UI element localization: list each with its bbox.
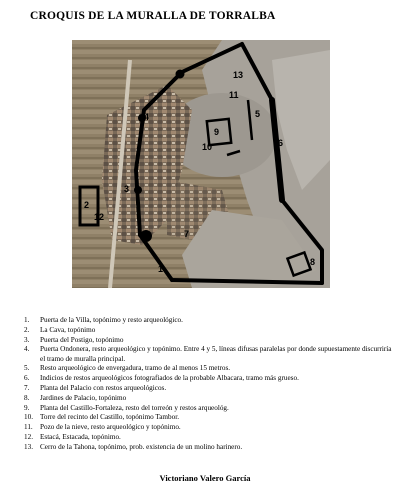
page-title: CROQUIS DE LA MURALLA DE TORRALBA	[30, 10, 276, 22]
legend-num: 1.	[24, 316, 30, 324]
legend-num: 13.	[24, 442, 33, 451]
legend-item	[24, 394, 394, 403]
legend-item	[24, 443, 394, 452]
legend-text: Puerta del Postigo, topónimo	[40, 335, 124, 344]
marker-6: 6	[278, 138, 284, 148]
legend-text: Pozo de la nieve, resto arqueológico y topónimo.	[40, 423, 181, 432]
legend-num: 5.	[24, 364, 30, 373]
legend-text: La Cava, topónimo	[40, 325, 96, 334]
marker-2: 2	[84, 200, 90, 210]
legend-num: 2.	[24, 325, 30, 334]
gate-dot-3	[134, 186, 142, 194]
map-svg	[72, 40, 330, 288]
marker-3: 3	[124, 184, 130, 194]
legend-item	[24, 423, 394, 432]
marker-7: 7	[184, 229, 190, 239]
marker-8: 8	[310, 257, 316, 267]
legend-num: 7.	[24, 383, 30, 392]
legend-text: Resto arqueológico de envergadura, tramo de al menos 15 metros.	[40, 364, 231, 373]
legend-item	[24, 316, 394, 325]
legend-num: 8.	[24, 393, 30, 402]
legend-num: 3.	[24, 335, 30, 344]
marker-11: 11	[229, 90, 239, 100]
marker-13: 13	[233, 70, 244, 80]
legend-item	[24, 384, 394, 393]
marker-5: 5	[255, 109, 261, 119]
aerial-map	[72, 40, 330, 288]
legend-item	[24, 404, 394, 413]
legend-item	[24, 433, 394, 442]
legend-text: Cerro de la Tahona, topónimo, prob. existencia de un molino harinero.	[40, 442, 243, 451]
marker-4: 4	[144, 112, 150, 122]
gate-dot-1	[176, 70, 185, 79]
legend-text: Estacá, Estacada, topónimo.	[40, 432, 121, 441]
legend-num: 12.	[24, 432, 33, 441]
legend-text: Torre del recinto del Castillo, topónimo Tambor.	[40, 413, 179, 422]
legend-list	[24, 316, 394, 453]
legend-num: 9.	[24, 403, 30, 412]
legend-item	[24, 345, 394, 363]
legend-text: Puerta de la Villa, topónimo y resto arqueológico.	[40, 316, 183, 324]
author-signature: Victoriano Valero García	[159, 473, 251, 483]
legend-num: 11.	[24, 423, 33, 432]
legend-text: Planta del Castillo-Fortaleza, resto del torreón y restos arqueológ.	[40, 403, 229, 412]
legend-num: 10.	[24, 413, 33, 422]
legend-item	[24, 364, 394, 373]
legend-item	[24, 326, 394, 335]
marker-9: 9	[214, 127, 220, 137]
gate-dot-4	[140, 230, 152, 242]
legend-text: Planta del Palacio con restos arqueológicos.	[40, 383, 167, 392]
marker-10: 10	[202, 142, 213, 152]
marker-12: 12	[94, 212, 105, 222]
legend-text: Indicios de restos arqueológicos fotografiados de la probable Albacara, tramo más grueso.	[40, 374, 299, 383]
marker-1: 1	[158, 264, 164, 274]
legend-num: 6.	[24, 374, 30, 383]
legend-text: Puerta Ondonera, resto arqueológico y topónimo. Entre 4 y 5, líneas difusas paralelas por donde supuestamente discurriría el tramo de muralla principal.	[40, 345, 392, 363]
legend-item	[24, 336, 394, 345]
legend-text: Jardines de Palacio, topónimo	[40, 393, 127, 402]
legend-item	[24, 413, 394, 422]
legend-num: 4.	[24, 345, 30, 354]
legend-item	[24, 374, 394, 383]
